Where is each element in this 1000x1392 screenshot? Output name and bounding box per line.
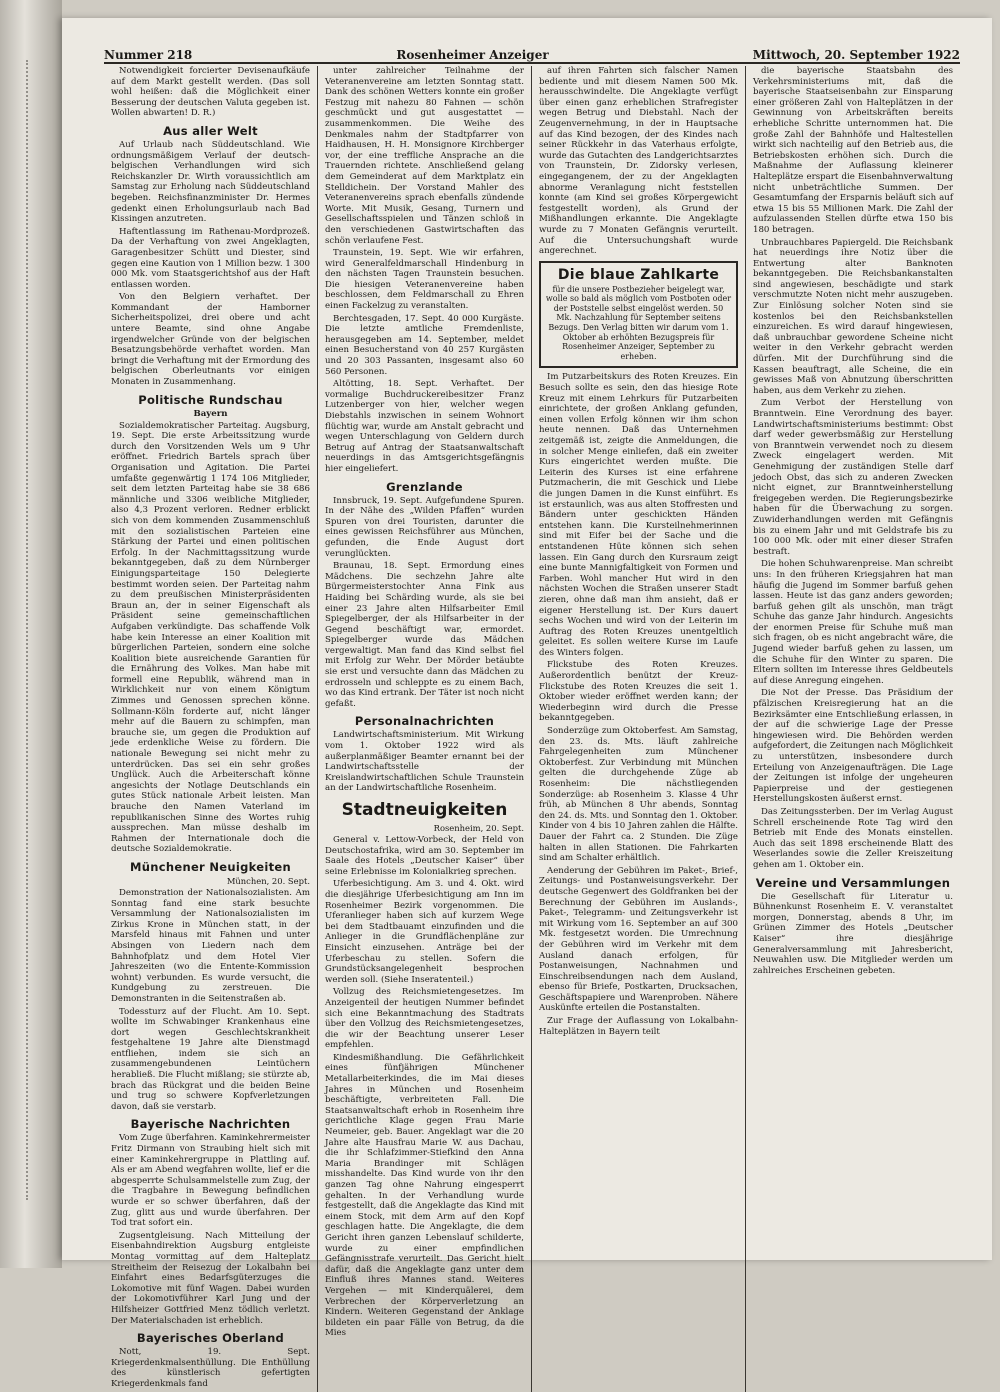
notice-text: für die unsere Postbezieher beigelegt war, wolle so bald als möglich vom Postboten oder der Poststelle selbst eingelöst werden. 50 Mk. Nachzahlung für September seitens Bezugs. Den Verlag bitten wir darum vom 1. Oktober ab erhöhten Bezugspreis für Rosenheimer Anzeiger, September zu erheben. (545, 284, 732, 361)
article-paragraph: Uferbesichtigung. Am 3. und 4. Okt. wird die diesjährige Uferbesichtigung am Inn im Rosenheimer Bezirk vorgenommen. Die Uferanlieger haben sich auf kurzem Wege bei dem Stadtbauamt einzufinden und die Anlieger in die Grundflächenpläne zur Einsicht einzusehen. Anträge bei der Uferbeschau zu stellen. Sofern die Grundstücksangelegenheit besprochen werden soll. (Siehe Inseratenteil.) (325, 879, 524, 985)
adjacent-page-edge (26, 60, 40, 1200)
article-paragraph: Braunau, 18. Sept. Ermordung eines Mädchens. Die sechzehn Jahre alte Bürgermeisterstochter Anna Fink aus Haiding bei Schärding wurde, als sie bei einer 23 Jahre alten Hilfsarbeiter Emil Spiegelberger, der als Hilfsarbeiter in der Gegend beschäftigt war, ermordet. Spiegelberger wurde das Mädchen vergewaltigt. Man fand das Kind selbst fiel mit Erfolg zur Wehr. Der Mörder betäubte sie erst und versuchte dann das Mädchen zu erdrosseln und schleppte es zu einem Bach, wo das Kind ertrank. Der Täter ist noch nicht gefaßt. (325, 561, 524, 709)
section-heading: Aus aller Welt (163, 123, 258, 138)
article-paragraph: unter zahlreicher Teilnahme der Veteranenvereine am letzten Sonntag statt. Dank des schönen Wetters konnte ein großer Festzug mit nahezu 80 Fahnen — schön geschmückt und gut ausgestattet — zusammenkommen. Die Weihe des Denkmales nahm der Stadtpfarrer von Haidhausen, H. H. Monsignore Kirchberger vor, der eine treffliche Ansprache an die Trauernden richtete. Anschließend gelang dem Gemeinderat auf dem Marktplatz ein Stelldichein. Der Vorstand Mahler des Veteranenvereins sprach ebenfalls zündende Worte. Mit Musik, Gesang, Turnern und Gesellschaftsspielen und Tänzen schloß in den verschiedenen Gastwirtschaften das schön verlaufene Fest. (325, 66, 524, 246)
article-paragraph: General v. Lettow-Vorbeck, der Held von Deutschostafrika, wird am 30. September im Saale des Hotels „Deutscher Kaiser“ über seine Erlebnisse im Kolonialkrieg sprechen. (325, 835, 524, 877)
section-heading: Münchener Neuigkeiten (130, 859, 291, 874)
article-paragraph: Nott, 19. Sept. Kriegerdenkmalsenthüllung. Die Enthüllung des künstlerisch gefertigten Kriegerdenkmals fand (111, 1347, 310, 1389)
article-paragraph: Demonstration der Nationalsozialisten. Am Sonntag fand eine stark besuchte Versammlung der Nationalsozialisten im Zirkus Krone in München statt, in der Marsfeld hinaus mit Fahnen und unter Absingen von Liedern nach dem Bahnhofplatz und dem Hotel Vier Jahreszeiten (wo die Entente-Kommission wohnt) verbunden. Es wurde versucht, die Kundgebung zu zerstreuen. Die Demonstranten in die Seitenstraßen ab. (111, 887, 310, 1004)
article-paragraph: Die hohen Schuhwarenpreise. Man schreibt uns: In den früheren Kriegsjahren hat man häufig die Jugend im Sommer barfuß gehen lassen. Heute ist das ganz anders geworden; barfuß gehen gilt als unschön, man trägt Schuhe das ganze Jahr hindurch. Angesichts der enormen Preise für Schuhe muß man sich fragen, ob es nicht angebracht wäre, die Jugend wieder barfuß gehen zu lassen, um die Schuhe für den Winter zu sparen. Die Eltern sollten im Interesse ihres Geldbeutels auf diese Anregung eingehen. (753, 559, 953, 686)
article-columns (104, 66, 960, 1389)
article-paragraph: Notwendigkeit forcierter Devisenaufkäufe auf dem Markt gestellt werden. (Das soll wohl heißen: daß die Möglichkeit einer Besserung der deutschen Valuta gegeben ist. Wollen abwarten! D. R.) (111, 66, 310, 119)
article-paragraph: Zugsentgleisung. Nach Mitteilung der Eisenbahndirektion Augsburg entgleiste Montag vormittag auf dem Halteplatz Streitheim der Reisezug der Lokalbahn bei Einfahrt eines Bedarfsgüterzuges die Lokomotive mit fünf Wagen. Dabei wurden der Lokomotivführer Karl Jung und der Hilfsheizer Gottfried Menz tödlich verletzt. Der Materialschaden ist erheblich. (111, 1230, 310, 1326)
article-paragraph: Vollzug des Reichsmietengesetzes. Im Anzeigenteil der heutigen Nummer befindet sich eine Bekanntmachung des Stadtrats über den Vollzug des Reichsmietengesetzes, die wir der Beachtung unserer Leser empfehlen. (325, 987, 524, 1051)
article-paragraph: auf ihren Fahrten sich falscher Namen bediente und mit diesem Namen 500 Mk. herausschwindelte. Die Angeklagte verfügt über einen ganz erheblichen Strafregister wegen Betrug und Diebstahl. Nach der Zeugenvernehmung, in der in Hauptsache auf das Kind bezogen, der des Kindes nach seiner Rückkehr in das Vaterhaus erfolgte, wurde das Gutachten des Landgerichtsarztes von Traunstein, Dr. Zidorsky verlesen, eingegangenem, der zu der Angeklagten abnorme Veranlagung nicht feststellen konnte (am Kind sei großes Körpergewicht festgestellt worden), als Grund der Mißhandlungen erkannte. Die Angeklagte wurde zu 7 Monaten Gefängnis verurteilt. Auf die Untersuchungshaft wurde angerechnet. (539, 66, 738, 257)
column-1 (104, 66, 318, 1392)
subsection-heading: Bayern (193, 408, 228, 419)
issue-date: Mittwoch, 20. September 1922 (752, 48, 960, 62)
article-paragraph: Sonderzüge zum Oktoberfest. Am Samstag, den 23. ds. Mts. läuft zahlreiche Fahrgelegenheiten zum Münchener Oktoberfest. Zur Verbindung mit München gelten die durchgehende Züge ab Rosenheim: Die nächstliegenden Sonderzüge: ab Rosenheim 3. Klasse 4 Uhr früh, ab München 8 Uhr abends, Sonntag den 24. ds. Mts. und Sonntag den 1. Oktober. Kinder von 4 bis 10 Jahren zahlen die Hälfte. Dauer der Fahrt ca. 2 Stunden. Die Züge halten in allen Stationen. Die Fahrkarten sind am Schalter erhältlich. (539, 726, 738, 864)
article-paragraph: Traunstein, 19. Sept. Wie wir erfahren, wird Generalfeldmarschall Hindenburg in den nächsten Tagen Traunstein besuchen. Die hiesigen Veteranenvereine haben beschlossen, dem Feldmarschall zu Ehren einen Fackelzug zu veranstalten. (325, 248, 524, 312)
page-header (104, 40, 960, 64)
section-heading: Bayerische Nachrichten (130, 1117, 291, 1132)
article-paragraph: Zum Verbot der Herstellung von Branntwein. Eine Verordnung des bayer. Landwirtschaftsministeriums bestimmt: Obst darf weder gewerbsmäßig zur Herstellung von Branntwein verwendet noch zu diesem Zweck eingelagert werden. Mit Genehmigung der zuständigen Stelle darf jedoch Obst, das sich zu anderen Zwecken nicht eignet, zur Branntweinherstellung freigegeben werden. Die Regierungsbezirke haben für die Überwachung zu sorgen. Zuwiderhandlungen werden mit Gefängnis bis zu einem Jahr und mit Geldstrafe bis zu 100 000 Mk. oder mit einer dieser Strafen bestraft. (753, 398, 953, 557)
article-paragraph: Berchtesgaden, 17. Sept. 40 000 Kurgäste. Die letzte amtliche Fremdenliste, herausgegeben am 14. September, meldet einen Besucherstand von 40 257 Kurgästen und 20 303 Passanten, insgesamt also 60 560 Personen. (325, 313, 524, 377)
article-paragraph: Haftentlassung im Rathenau-Mordprozeß. Da der Verhaftung von zwei Angeklagten, Garagenbesitzer Schütt und Diester, sind gegen eine Kaution von 1 Million bezw. 1 300 000 Mk. vom Staatsgerichtshof aus der Haft entlassen worden. (111, 226, 310, 290)
column-4 (746, 66, 960, 1392)
notice-box (539, 261, 738, 369)
column-3 (532, 66, 746, 1392)
dateline: Rosenheim, 20. Sept. (433, 823, 524, 833)
column-2 (318, 66, 532, 1392)
article-paragraph: Die Gesellschaft für Literatur u. Bühnenkunst Rosenheim E. V. veranstaltet morgen, Donnerstag, abends 8 Uhr, im Grünen Zimmer des Hotels „Deutscher Kaiser“ ihre diesjährige Generalversammlung mit Jahresbericht, Neuwahlen usw. Die Mitglieder werden um zahlreiches Erscheinen gebeten. (753, 891, 953, 976)
scan-left-margin (0, 0, 62, 1268)
article-paragraph: Im Putzarbeitskurs des Roten Kreuzes. Ein Besuch sollte es sein, den das hiesige Rote Kreuz mit einem Lehrkurs für Putzarbeiten einrichtete, der großen Anklang gefunden, einen vollen Erfolg können wir ihm schon heute nennen. Daß das Unternehmen zeitgemäß ist, zeigte die Anmeldungen, die in solcher Menge einliefen, daß ein zweiter Kurs eingerichtet werden mußte. Die Leiterin des Kurses ist eine erfahrene Putzmacherin, die mit Geschick und Liebe die jungen Damen in die Kunst einführt. Es ist erstaunlich, was aus alten Stoffresten und Bändern unter geschickten Händen entstehen kann. Die Kursteilnehmerinnen sind mit Eifer bei der Sache und die entstandenen Hüte können sich sehen lassen. Ein Gang durch den Kursraum zeigt eine bunte Mannigfaltigkeit von Formen und Farben. Wohl mancher Hut wird in den nächsten Wochen die Straßen unserer Stadt zieren, ohne daß man ihm ansieht, daß er eigener Herstellung ist. Der Kurs dauert sechs Wochen und wird von der Leiterin im Auftrag des Roten Kreuzes unentgeltlich geleitet. Es sollen weitere Kurse im Laufe des Winters folgen. (539, 372, 738, 658)
section-heading: Personalnachrichten (354, 714, 495, 729)
article-paragraph: Unbrauchbares Papiergeld. Die Reichsbank hat neuerdings ihre Notiz über die Entwertung alter Banknoten bekanntgegeben. Die Reichsbankanstalten sind angewiesen, beschädigte und stark verschmutzte Noten nicht mehr auszugeben. Zur Einlösung solcher Noten sind sie kostenlos bei den Reichsbankstellen einzureichen. Es wird darauf hingewiesen, daß unbrauchbar gewordene Scheine nicht weiter in den Verkehr gebracht werden dürfen. Mit der Durchführung sind die Kassen beauftragt, alle Scheine, die ein gewisses Maß von Abnutzung überschritten haben, aus dem Verkehr zu ziehen. (753, 237, 953, 396)
article-paragraph: Landwirtschaftsministerium. Mit Wirkung vom 1. Oktober 1922 wird als außerplanmäßiger Beamter ernannt bei der Landwirtschaftsstelle der Kreislandwirtschaftlichen Schule Traunstein an der Landwirtschaftliche Rosenheim. (325, 730, 524, 794)
article-paragraph: Innsbruck, 19. Sept. Aufgefundene Spuren. In der Nähe des „Wilden Pfaffen“ wurden Spuren von drei Touristen, darunter die eines gewissen Reichsführer aus München, gefunden, die Ende August dort verunglückten. (325, 495, 524, 559)
article-paragraph: Flickstube des Roten Kreuzes. Außerordentlich benützt der Kreuz-Flickstube des Roten Kreuzes die seit 1. Oktober wieder eröffnet werden kann; der Wiederbeginn wird durch die Presse bekanntgegeben. (539, 660, 738, 724)
article-paragraph: Von den Belgiern verhaftet. Der Kommandant der Hamborner Sicherheitspolizei, drei obere und acht untere Beamte, sind ohne Angabe irgendwelcher Gründe von der belgischen Besatzungsbehörde verhaftet worden. Man bringt die Verhaftung mit der Ermordung des belgischen Oberleutnants vor einigen Monaten in Zusammenhang. (111, 292, 310, 388)
article-paragraph: Aenderung der Gebühren im Paket-, Brief-, Zeitungs- und Postanweisungsverkehr. Der deutsche Gegenwert des Goldfranken bei der Berechnung der Gebühren im Auslands-, Paket-, Telegramm- und Zeitungsverkehr ist mit Wirkung vom 16. September an auf 300 Mk. festgesetzt worden. Die Umrechnung der Gebühren wird im Verkehr mit dem Ausland danach erfolgen, für Postanweisungen, Nachnahmen und Einschreibsendungen nach dem Ausland, ebenso für Briefe, Postkarten, Drucksachen, Geschäftspapiere und Warenproben. Nähere Auskünfte erteilen die Postanstalten. (539, 865, 738, 1014)
article-paragraph: die bayerische Staatsbahn des Verkehrsministeriums mit, daß die bayerische Staatseisenbahn zur Einsparung einer größeren Zahl von Halteplätzen in der Gewinnung von Arbeitskräften bereits erhebliche Schritte unternommen hat. Die große Zahl der Bahnhöfe und Haltestellen wirkt sich nachteilig auf den Betrieb aus, die Betriebskosten erhöhen sich. Durch die Maßnahme der Auflassung kleinerer Halteplätze erspart die Eisenbahnverwaltung nicht unbeträchtliche Summen. Der Gesamtumfang der Ersparnis beläuft sich auf etwa 15 bis 55 Millionen Mark. Die Zahl der aufzulassenden Stellen dürfte etwa 150 bis 180 betragen. (753, 66, 953, 235)
section-heading: Stadtneuigkeiten (341, 800, 508, 820)
article-paragraph: Vom Zuge überfahren. Kaminkehrermeister Fritz Dirmann von Straubing hielt sich mit einer Kaminkehrergruppe in Plattling auf. Als er am Abend wegfahren wollte, lief er die abgesperrte Schulsammelstelle zum Zug, der die Tragbahre in Bewegung befindlichen wurde er so schwer überfahren, daß der Zug, glitt aus und wurde überfahren. Der Tod trat sofort ein. (111, 1133, 310, 1229)
article-paragraph: Die Not der Presse. Das Präsidium der pfälzischen Kreisregierung hat an die Bezirksämter eine Entschließung erlassen, in der auf die schwierige Lage der Presse hingewiesen wird. Die Behörden werden aufgefordert, die Zeitungen nach Möglichkeit zu unterstützen, insbesondere durch Erteilung von Anzeigenaufträgen. Die Lage der Zeitungen ist infolge der ungeheuren Papierpreise und der gestiegenen Herstellungskosten äußerst ernst. (753, 688, 953, 805)
article-paragraph: Das Zeitungssterben. Der im Verlag August Schrell erscheinende Rote Tag wird den Betrieb mit Ende des Monats einstellen. Auch das seit 1898 erscheinende Blatt des Weserlandes sowie die Zeller Kreiszeitung gehen am 1. Oktober ein. (753, 806, 953, 870)
issue-number: Nummer 218 (104, 48, 193, 62)
section-heading: Grenzlande (386, 479, 463, 494)
article-paragraph: Zur Frage der Auflassung von Lokalbahn-Halteplätzen in Bayern teilt (539, 1016, 738, 1037)
notice-heading: Die blaue Zahlkarte (557, 266, 720, 283)
article-paragraph: Todessturz auf der Flucht. Am 10. Sept. wollte im Schwabinger Krankenhaus eine dort wegen Geschlechtskrankheit festgehaltene 19 Jahre alte Dienstmagd entfliehen, indem sie sich an zusammengebundenen Leintüchern herabließ. Die Flucht mißlang; sie stürzte ab, brach das Rückgrat und die beiden Beine und trug so schwere Kopfverletzungen davon, daß sie verstarb. (111, 1006, 310, 1112)
section-heading: Politische Rundschau (138, 392, 283, 407)
dateline: München, 20. Sept. (226, 875, 310, 886)
section-heading: Bayerisches Oberland (136, 1331, 285, 1346)
article-paragraph: Sozialdemokratischer Parteitag. Augsburg, 19. Sept. Die erste Arbeitssitzung wurde durch den Vorsitzenden Wels um 9 Uhr eröffnet. Friedrich Bartels sprach über Organisation und Agitation. Die Partei umfaßte gegenwärtig 1 174 106 Mitglieder, seit dem letzten Parteitag habe sie 38 686 männliche und 3306 weibliche Mitglieder, also 4,3 Prozent verloren. Redner erblickt sich von dem kommenden Zusammenschluß mit den sozialistischen Parteien eine Stärkung der Partei und einen politischen Erfolg. In der Nachmittagssitzung wurde bekanntgegeben, daß zu dem Nürnberger Einigungsparteitage 150 Delegierte bestimmt worden seien. Der Parteitag nahm zu dem preußischen Ministerpräsidenten Braun an, der in seiner Eigenschaft als Präsident seine gemeinschaftlichen Aufgaben verkündigte. Das schaffende Volk habe kein Interesse an einer Koalition mit bürgerlichen Parteien, sondern eine solche Koalition biete ausreichende Garantien für die Ernährung des Volkes. Man habe mit formell eine Republik, während man in Wirklichkeit nur von einem Königtum Zimmes und Genossen sprechen könne. Sollmann-Köln forderte auf, nicht länger mehr auf die Bauern zu schimpfen, man brauche sie, um gegen die Produktion auf jede erdenkliche Weise zu fördern. Die nationale Bewegung sei nicht mehr zu unterdrücken. Das sei ein sehr großes Unglück. Auch die Arbeiterschaft könne angesichts der Notlage Deutschlands ein gutes Stück nationale Arbeit leisten. Man brauche den Namen Vaterland im republikanischen Sinne des Wortes ruhig aussprechen. Man müsse deshalb im Rahmen der Internationale doch die deutsche Sozialdemokratie. (111, 420, 310, 855)
article-paragraph: Altötting, 18. Sept. Verhaftet. Der vormalige Buchdruckereibesitzer Franz Lutzenberger von hier, welcher wegen Diebstahls inzwischen in seinem Wohnort flüchtig war, wurde am Anstalt gebracht und wegen Unterschlagung von Geldern durch Betrug auf Antrag der Staatsanwaltschaft neuerdings in das Amtsgerichtsgefängnis hier eingeliefert. (325, 379, 524, 474)
article-paragraph: Kindesmißhandlung. Die Gefährlichkeit eines fünfjährigen Münchener Metallarbeiterkindes, die im Mai dieses Jahres in München und Rosenheim beschäftigte, verbreiteten Fall. Die Staatsanwaltschaft erhob in Rosenheim ihre gerichtliche Klage gegen Frau Marie Neumeier, geb. Bauer. Angeklagt war die 20 Jahre alte Hausfrau Marie W. aus Dachau, die ihr Schlafzimmer-Stiefkind den Anna Maria Brandinger mit Schlägen misshandelte. Das Kind wurde von ihr den ganzen Tag ohne Nahrung eingesperrt gehalten. In der Verhandlung wurde festgestellt, daß die Angeklagte das Kind mit einem Stock, mit dem Arm auf den Kopf geschlagen hatte. Die Angeklagte, die dem Gericht ihren ganzen Lebenslauf schilderte, wurde zu einer empfindlichen Gefängnisstrafe verurteilt. Das Gericht hielt dafür, daß die Angeklagte ganz unter dem Einfluß ihres Mannes stand. Weiteres Vergehen — mit Kinderquälerei, dem Verbrechen der Körperverletzung an Kindern. Weiteren Gegenstand der Anklage bildeten ein paar Fälle von Betrug, da die Mies (325, 1052, 524, 1339)
section-heading: Vereine und Versammlungen (755, 875, 951, 890)
article-paragraph: Auf Urlaub nach Süddeutschland. Wie ordnungsmäßigem Verlauf der deutsch-belgischen Verhandlungen wird sich Reichskanzler Dr. Wirth voraussichtlich am Samstag zur Erholung nach Süddeutschland begeben. Reichsfinanzminister Dr. Hermes gedenkt einen Erholungsurlaub nach Bad Kissingen anzutreten. (111, 139, 310, 225)
newspaper-title: Rosenheimer Anzeiger (396, 48, 549, 62)
